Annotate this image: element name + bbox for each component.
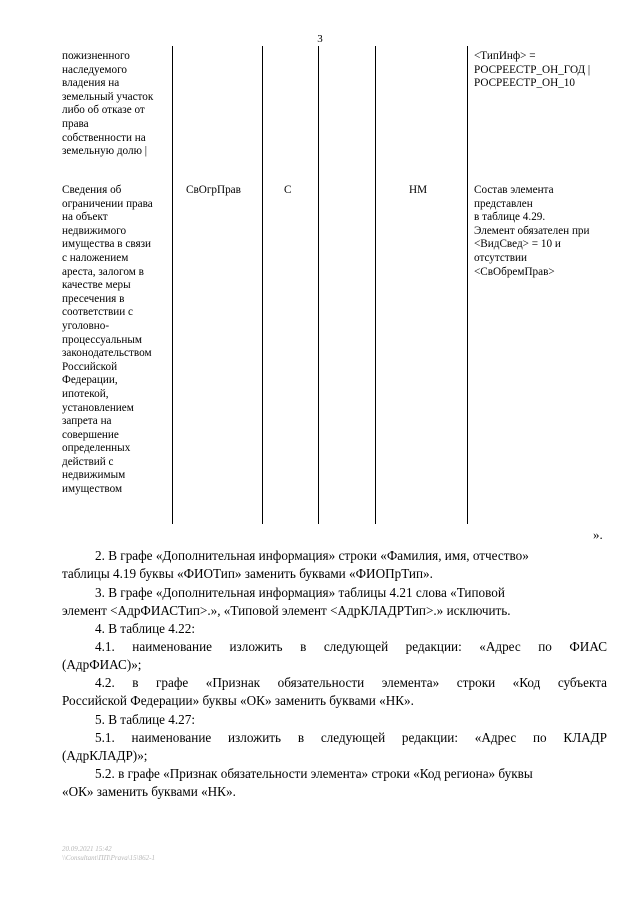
- table-cell-element-name: Сведения об ограничении права на объект недвижимого имущества в связи с наложением ареста, залогом в качестве меры пресечения в соответствии с уголовно- процессуальным законодательством Российской Федерации, ипотекой, установлением запрета на совершение определенных действий с недвижимым имуществом: [62, 184, 153, 496]
- table-cell-extra-info: <ТипИнф> = РОСРЕЕСТР_ОН_ГОД | РОСРЕЕСТР_ОН_10: [474, 50, 591, 90]
- print-stamp-path: \\Consultant\ПП\Prava\15\862-1: [62, 854, 155, 862]
- paragraph-line: (АдрФИАС)»;: [62, 657, 142, 672]
- page-number: 3: [317, 33, 323, 45]
- column-border: [172, 46, 173, 524]
- table-cell-extra-info: Состав элемента представлен в таблице 4.29. Элемент обязателен при <ВидСвед> = 10 и отсутствии <СвОбремПрав>: [474, 184, 590, 278]
- paragraph-line: (АдрКЛАДР)»;: [62, 748, 148, 763]
- paragraph-line: «ОК» заменить буквами «НК».: [62, 784, 236, 799]
- paragraph-line: таблицы 4.19 буквы «ФИОТип» заменить буквами «ФИОПрТип».: [62, 566, 433, 581]
- column-border: [467, 46, 468, 524]
- column-border: [375, 46, 376, 524]
- column-border: [318, 46, 319, 524]
- paragraph-line: 5. В таблице 4.27:: [95, 712, 196, 727]
- table-cell-element-code: СвОгрПрав: [186, 184, 241, 196]
- table-cell-element-type: С: [284, 184, 292, 196]
- paragraph-line: 2. В графе «Дополнительная информация» строки «Фамилия, имя, отчество»: [95, 548, 529, 563]
- table-cell-obligation: НМ: [409, 184, 428, 196]
- print-stamp-date: 20.09.2021 15:42: [62, 845, 112, 853]
- column-border: [262, 46, 263, 524]
- closing-quote: ».: [593, 527, 603, 542]
- table-cell-element-name: пожизненного наследуемого владения на земельный участок либо об отказе от права собственности на земельную долю |: [62, 50, 154, 158]
- paragraph-line: элемент <АдрФИАСТип>.», «Типовой элемент <АдрКЛАДРТип>.» исключить.: [62, 603, 511, 618]
- paragraph-line: 3. В графе «Дополнительная информация» таблицы 4.21 слова «Типовой: [95, 585, 505, 600]
- paragraph-line: Российской Федерации» буквы «ОК» заменить буквами «НК».: [62, 693, 414, 708]
- paragraph-line: 4. В таблице 4.22:: [95, 621, 196, 636]
- paragraph-line: 5.2. в графе «Признак обязательности элемента» строки «Код региона» буквы: [95, 766, 533, 781]
- paragraph-line: 4.1. наименование изложить в следующей редакции: «Адрес по ФИАС: [95, 639, 607, 654]
- paragraph-line: 5.1. наименование изложить в следующей редакции: «Адрес по КЛАДР: [95, 730, 607, 745]
- paragraph-line: 4.2. в графе «Признак обязательности элемента» строки «Код субъекта: [95, 675, 607, 690]
